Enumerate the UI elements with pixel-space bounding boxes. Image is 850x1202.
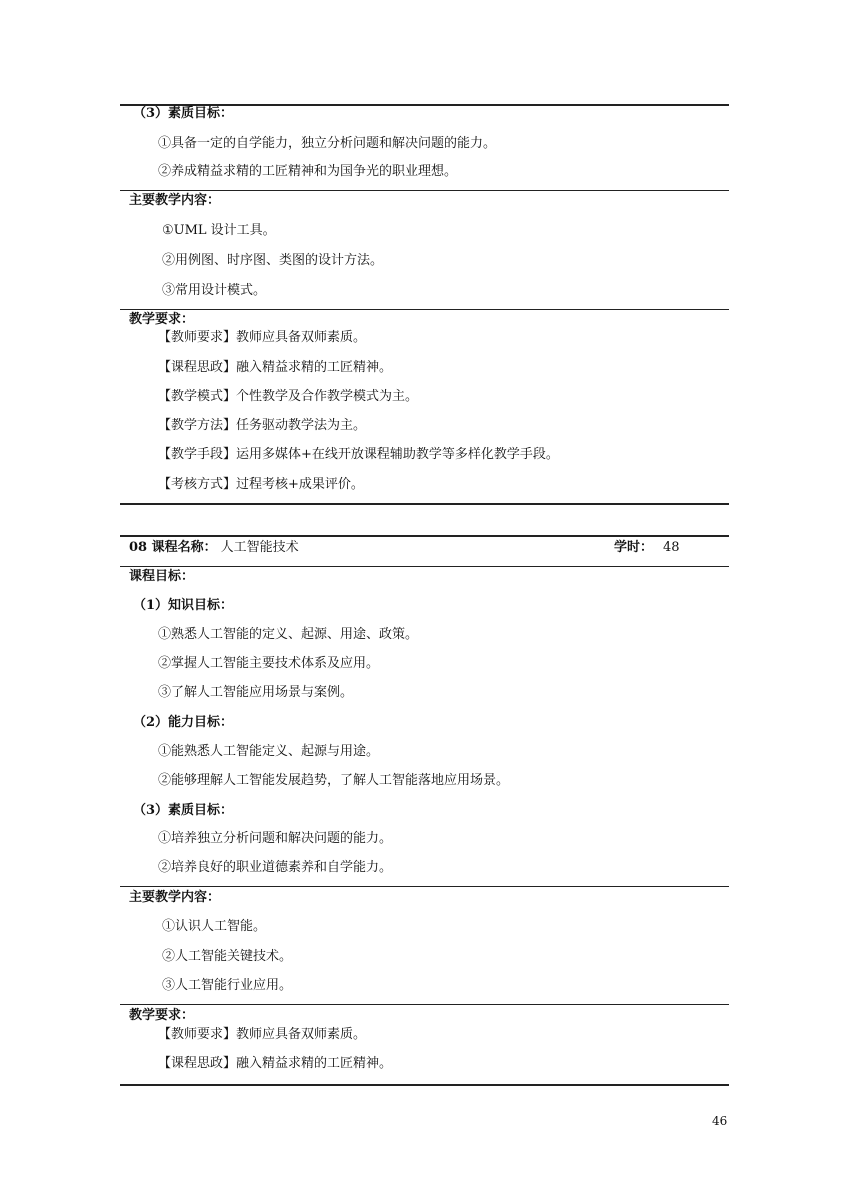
course-goals-heading: 课程目标： — [129, 569, 195, 584]
table-bottom-rule — [120, 503, 729, 505]
course-hours-value: 48 — [663, 540, 680, 555]
quality-goal-item: ②养成精益求精的工匠精神和为国争光的职业理想。 — [158, 164, 458, 179]
course-name-value: 人工智能技术 — [220, 540, 299, 555]
requirement-item: 【课程思政】融入精益求精的工匠精神。 — [158, 1056, 393, 1071]
ability-goal-item: ②能够理解人工智能发展趋势，了解人工智能落地应用场景。 — [158, 773, 510, 788]
requirement-item: 【教学手段】运用多媒体+在线开放课程辅助教学等多样化教学手段。 — [158, 447, 559, 462]
requirement-item: 【课程思政】融入精益求精的工匠精神。 — [158, 360, 393, 375]
row-divider — [120, 190, 729, 191]
teaching-content-item: ②人工智能关键技术。 — [162, 949, 293, 964]
knowledge-goal-item: ③了解人工智能应用场景与案例。 — [158, 685, 354, 700]
teaching-content-item: ①认识人工智能。 — [162, 919, 267, 934]
row-divider — [120, 886, 729, 887]
teaching-content-item: ②用例图、时序图、类图的设计方法。 — [162, 253, 384, 268]
course-name-row — [129, 540, 299, 556]
row-divider — [120, 309, 729, 310]
requirement-item: 【考核方式】过程考核+成果评价。 — [158, 477, 364, 492]
course-name-label: 08 课程名称： — [129, 540, 217, 555]
quality-goal-item: ②培养良好的职业道德素养和自学能力。 — [158, 860, 393, 875]
teaching-content-heading: 主要教学内容： — [129, 193, 221, 208]
teaching-requirements-heading: 教学要求： — [129, 312, 195, 327]
requirement-item: 【教师要求】教师应具备双师素质。 — [158, 1027, 367, 1042]
teaching-content-item: ①UML 设计工具。 — [162, 223, 276, 238]
ability-goals-heading: （2）能力目标： — [133, 715, 234, 730]
quality-goals-heading: （3）素质目标： — [133, 803, 234, 818]
quality-goals-heading: （3）素质目标： — [133, 106, 234, 121]
quality-goal-item: ①培养独立分析问题和解决问题的能力。 — [158, 831, 393, 846]
knowledge-goal-item: ①熟悉人工智能的定义、起源、用途、政策。 — [158, 627, 419, 642]
page-number: 46 — [712, 1114, 728, 1128]
course-hours — [614, 540, 680, 556]
requirement-item: 【教师要求】教师应具备双师素质。 — [158, 330, 367, 345]
row-divider — [120, 1004, 729, 1005]
requirement-item: 【教学方法】任务驱动教学法为主。 — [158, 418, 367, 433]
teaching-requirements-heading: 教学要求： — [129, 1008, 195, 1023]
knowledge-goal-item: ②掌握人工智能主要技术体系及应用。 — [158, 656, 380, 671]
requirement-item: 【教学模式】个性教学及合作教学模式为主。 — [158, 389, 419, 404]
quality-goal-item: ①具备一定的自学能力，独立分析问题和解决问题的能力。 — [158, 136, 497, 151]
teaching-content-heading: 主要教学内容： — [129, 890, 221, 905]
knowledge-goals-heading: （1）知识目标： — [133, 598, 234, 613]
row-divider — [120, 566, 729, 567]
table-bottom-rule — [120, 1084, 729, 1086]
table-top-rule — [120, 535, 729, 537]
ability-goal-item: ①能熟悉人工智能定义、起源与用途。 — [158, 744, 380, 759]
teaching-content-item: ③常用设计模式。 — [162, 283, 267, 298]
teaching-content-item: ③人工智能行业应用。 — [162, 978, 293, 993]
course-hours-label: 学时： — [614, 540, 654, 555]
